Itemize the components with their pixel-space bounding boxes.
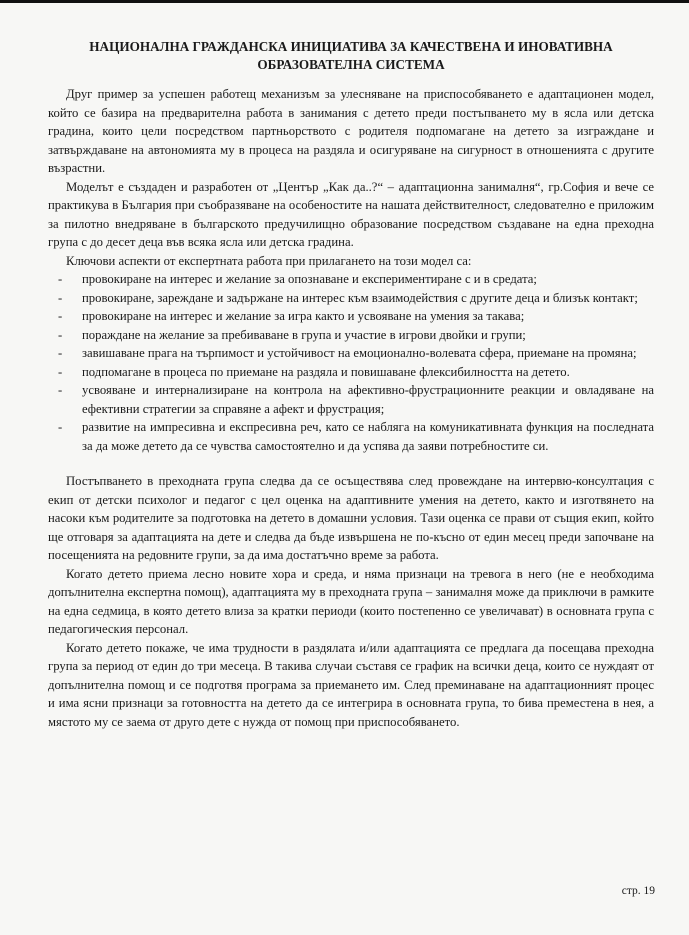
list-item-text: провокиране на интерес и желание за опознаване и експериментиране с и в средата; bbox=[82, 272, 537, 286]
paragraph-model-intro: Друг пример за успешен работещ механизъм за улесняване на приспособяването е адаптационен модел, който се базира на предварителна работа в занимания с детето преди постъпването му в ясла или детска градина, които цели посредством партньорството с родителя подпомагане на детето за изграждане и затвърждаване на автономията му в процеса на раздяла и осигуряване на сигурност в отношенията с другите възрастни. bbox=[48, 87, 654, 175]
list-item bbox=[48, 326, 654, 345]
list-item-text: подпомагане в процеса по приемане на раздяла и повишаване флексибилността на детето. bbox=[82, 364, 570, 379]
list-item-text: пораждане на желание за пребиваване в група и участие в игрови двойки и групи; bbox=[82, 327, 526, 342]
list-item bbox=[48, 418, 654, 455]
title-line-2: ОБРАЗОВАТЕЛНА СИСТЕМА bbox=[257, 57, 445, 72]
paragraph-entry-consultation: Постъпването в преходната група следва да се осъществява след провеждане на интервю-консултация с екип от детски психолог и педагог с цел оценка на адаптивните умения на детето, както и изготвянето на насоки към родителите за подготовка на детето в домашни условия. Тази оценка се прави от същия екип, който ще отговаря за адаптацията на дете и следва да бъде извършена не по-късно от един месец преди започване на посещенията на редовните групи, за да има достатъчно време за работа. bbox=[48, 474, 654, 562]
list-item-text: усвояване и интернализиране на контрола на афективно-фрустрационните реакции и овладяване на ефективни стратегии за справяне а афект и фрустрация; bbox=[82, 383, 654, 416]
bullet-dash: - bbox=[58, 346, 63, 360]
top-edge-bar bbox=[0, 0, 689, 3]
list-item-text: провокиране на интерес и желание за игра както и усвояване на умения за такава; bbox=[82, 309, 525, 323]
list-item bbox=[48, 270, 654, 289]
bullet-dash: - bbox=[58, 290, 63, 305]
list-item bbox=[48, 344, 654, 363]
key-aspects-list bbox=[48, 270, 654, 455]
list-item bbox=[48, 363, 654, 382]
paragraph-model-origin: Моделът е създаден и разработен от „Център „Как да..?“ – адаптационна занималня“, гр.София и вече се практикува в България при съобразяване на особеностите на нашата действителност, следователно е приложим за пилотно внедряване в българското предучилищно образование посредством създаване на една преходна група с до десет деца във всяка ясла или детска градина. bbox=[48, 179, 654, 249]
title-line-1: НАЦИОНАЛНА ГРАЖДАНСКА ИНИЦИАТИВА ЗА КАЧЕСТВЕНА И ИНОВАТИВНА bbox=[89, 39, 613, 54]
bullet-dash: - bbox=[58, 383, 63, 397]
bullet-dash: - bbox=[58, 327, 63, 342]
bullet-dash: - bbox=[58, 364, 63, 379]
list-item bbox=[48, 307, 654, 326]
bullet-dash: - bbox=[58, 309, 63, 323]
document-title bbox=[48, 38, 654, 74]
list-item bbox=[48, 289, 654, 308]
bullet-dash: - bbox=[58, 420, 63, 434]
key-aspects-intro: Ключови аспекти от експертната работа при прилагането на този модел са: bbox=[66, 253, 472, 268]
bullet-dash: - bbox=[58, 272, 63, 286]
list-item-text: провокиране, зареждане и задържане на интерес към взаимодействия с другите деца и близък контакт; bbox=[82, 290, 638, 305]
document-page bbox=[48, 38, 654, 731]
list-item bbox=[48, 381, 654, 418]
section-spacer bbox=[48, 455, 654, 472]
list-item-text: завишаване прага на търпимост и устойчивост на емоционално-волевата сфера, приемане на промяна; bbox=[82, 346, 637, 360]
list-item-text: развитие на импресивна и експресивна реч, като се наблягa на комуникативната функция на последната за да може детето да се чувства самостоятелно и да успява да заяви потребностите си. bbox=[82, 420, 654, 453]
page-number: стр. 19 bbox=[621, 885, 655, 897]
paragraph-easy-adaptation: Когато детето приема лесно новите хора и среда, и няма признаци на тревога в него (не е необходима допълнителна експертна помощ), адаптацията му в преходната група – занималня може да приключи в рамките на една седмица, в която детето влиза за кратки периоди (които постепенно се увеличават) в основната група с педагогическия персонал. bbox=[48, 566, 654, 636]
paragraph-difficult-adaptation: Когато детето покаже, че има трудности в раздялата и/или адаптацията се предлага да посещава преходна група за период от един до три месеца. В такива случаи съставя се график на всички деца, които се нуждаят от допълнителна помощ и се подготвя програма за приемането им. След преминаване на адаптационният процес и има ясни признаци за готовността на детето да се интегрира в основната група, то бива преместена в нея, а мястото му се заема от друго дете с нужда от помощ при приспособяването. bbox=[48, 640, 654, 729]
